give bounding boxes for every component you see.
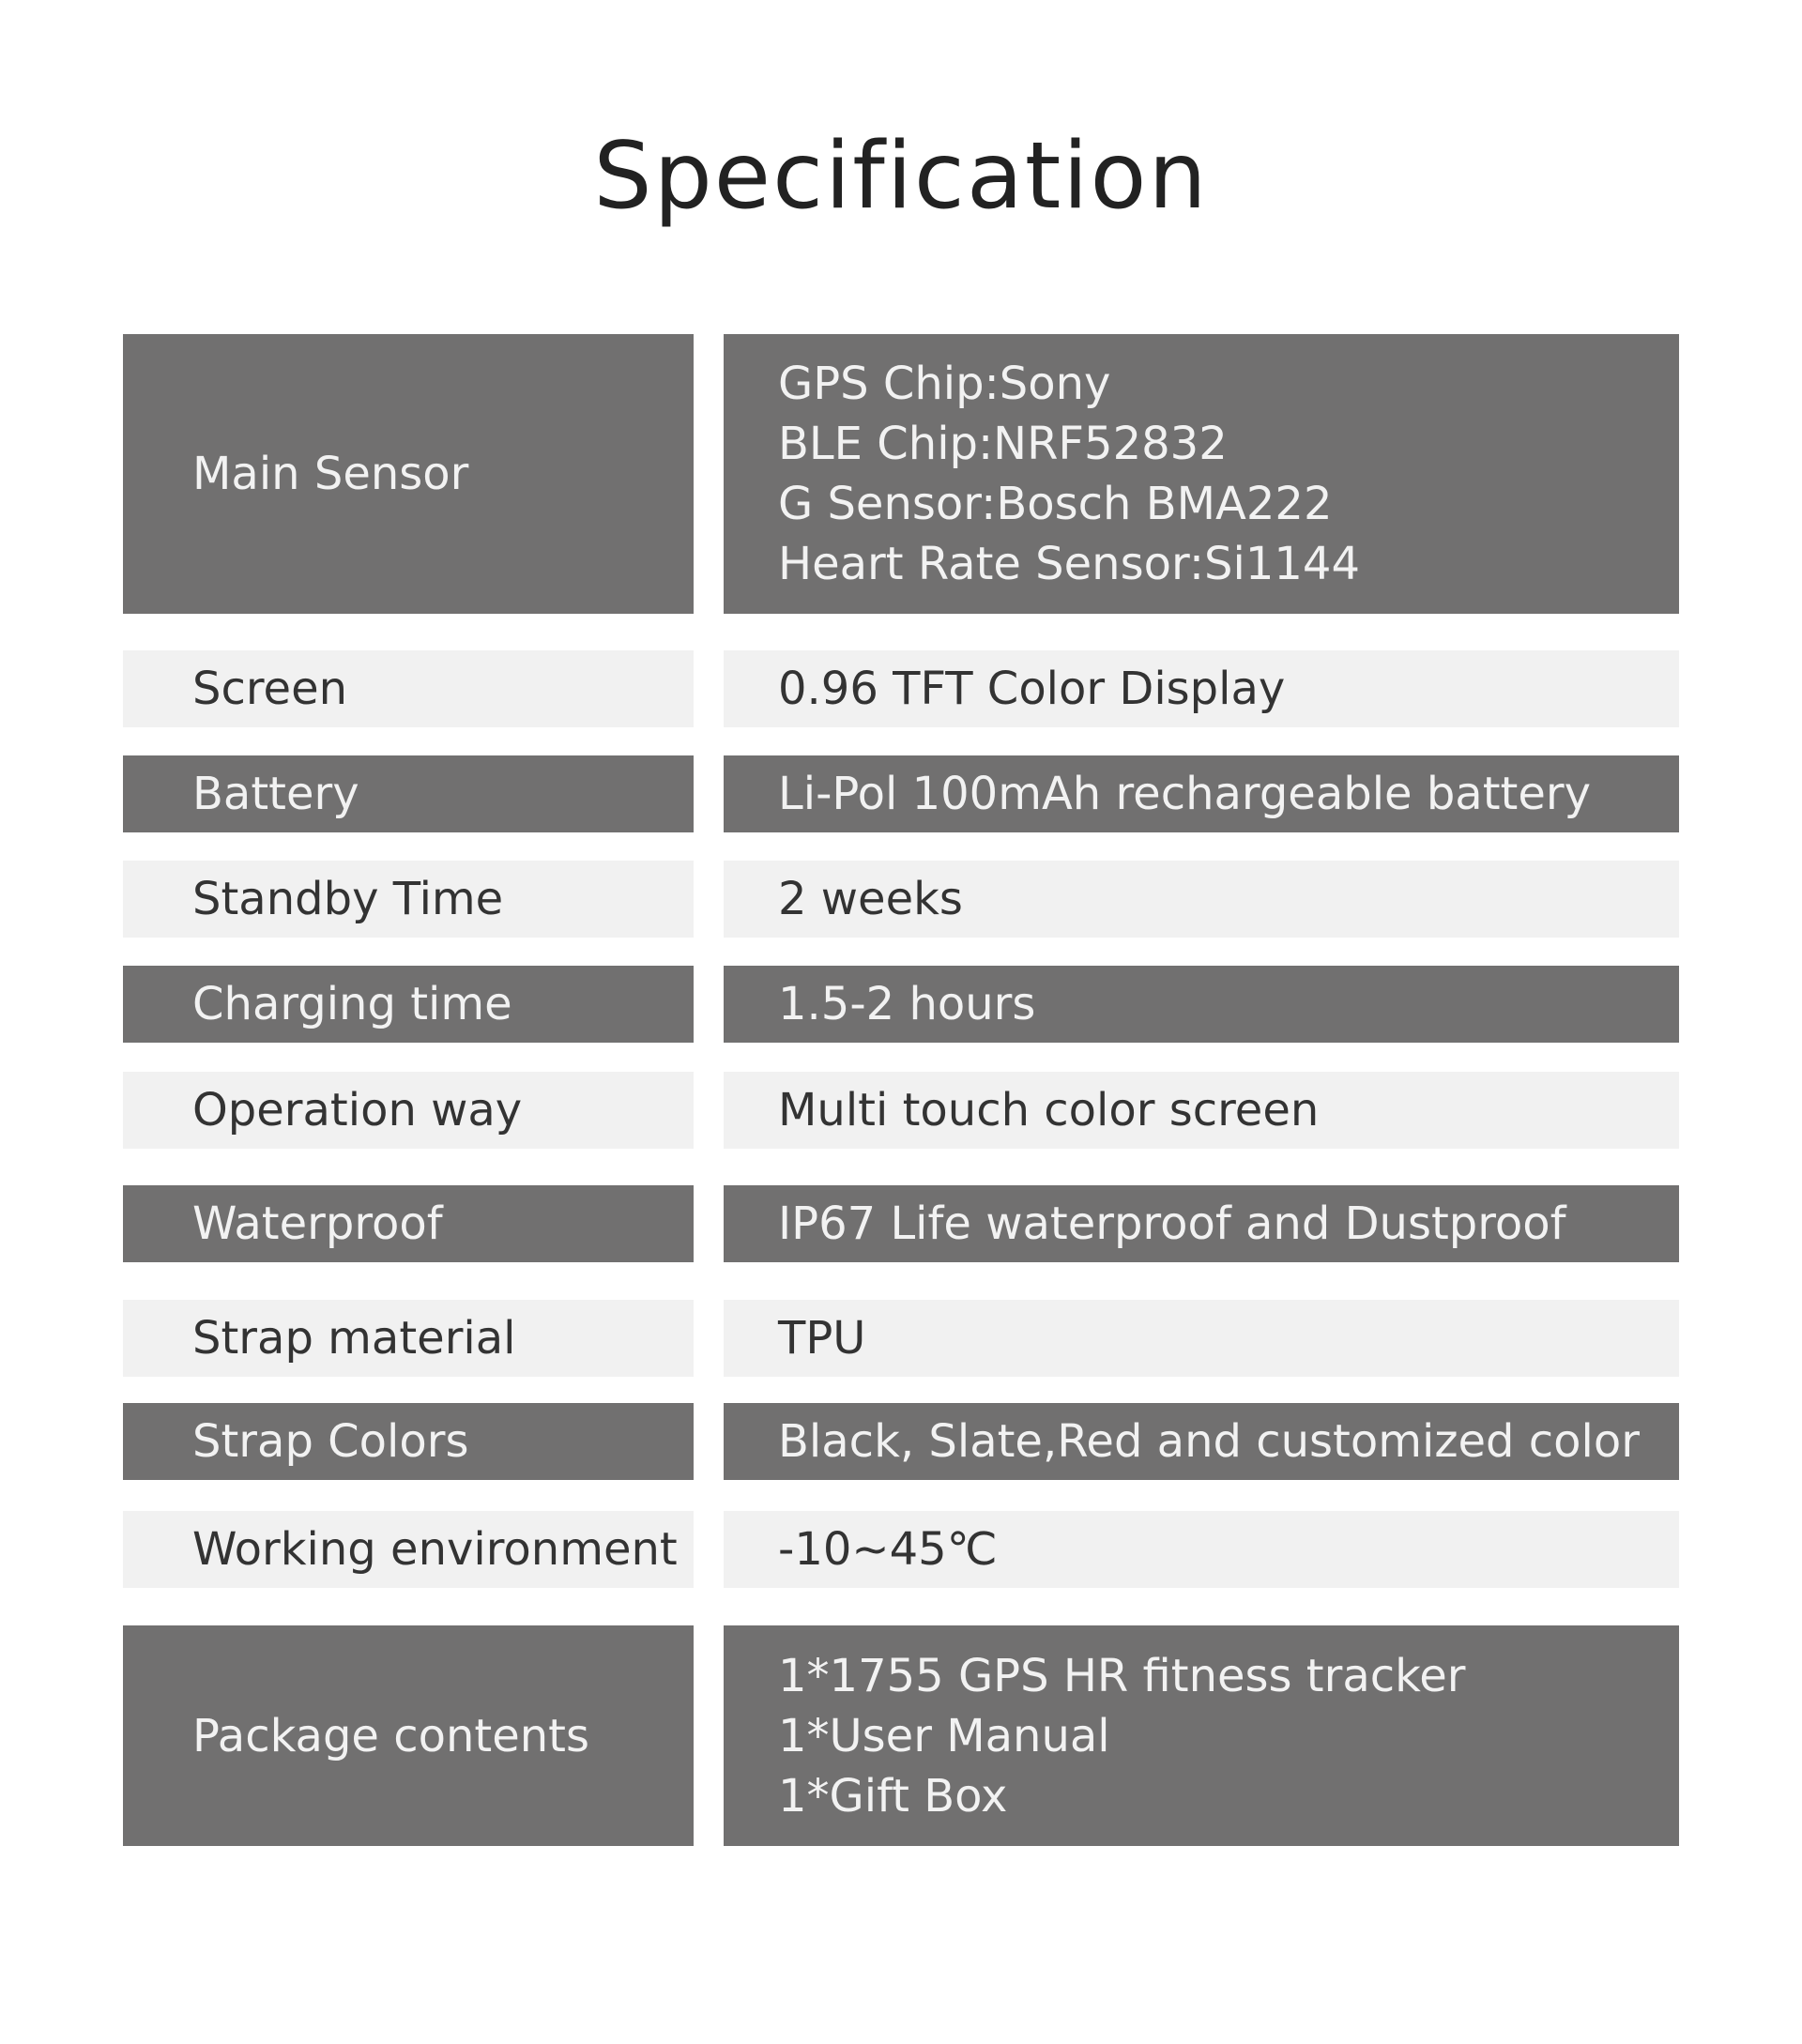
spec-value: Multi touch color screen [724, 1072, 1679, 1149]
spec-label: Battery [123, 755, 694, 832]
spec-label: Waterproof [123, 1185, 694, 1262]
spec-label: Strap Colors [123, 1403, 694, 1480]
spec-label: Operation way [123, 1072, 694, 1149]
table-row [123, 334, 1679, 614]
spec-value: IP67 Life waterproof and Dustproof [724, 1185, 1679, 1262]
spec-label: Standby Time [123, 861, 694, 938]
spec-value: Li-Pol 100mAh rechargeable battery [724, 755, 1679, 832]
table-row [123, 1300, 1679, 1377]
spec-value: -10~45℃ [724, 1511, 1679, 1588]
spec-label: Working environment [123, 1511, 694, 1588]
spec-value: 2 weeks [724, 861, 1679, 938]
spec-value: TPU [724, 1300, 1679, 1377]
table-row [123, 650, 1679, 727]
spec-label: Screen [123, 650, 694, 727]
table-row [123, 1072, 1679, 1149]
table-row [123, 1403, 1679, 1480]
table-row [123, 966, 1679, 1043]
spec-value: GPS Chip:Sony BLE Chip:NRF52832 G Sensor:Bosch BMA222 Heart Rate Sensor:Si1144 [724, 334, 1679, 614]
spec-value: 1*1755 GPS HR fitness tracker 1*User Manual 1*Gift Box [724, 1625, 1679, 1846]
spec-value: 0.96 TFT Color Display [724, 650, 1679, 727]
spec-label: Package contents [123, 1625, 694, 1846]
table-row [123, 755, 1679, 832]
spec-label: Main Sensor [123, 334, 694, 614]
table-row [123, 1625, 1679, 1846]
spec-label: Strap material [123, 1300, 694, 1377]
table-row [123, 1185, 1679, 1262]
table-row [123, 1511, 1679, 1588]
spec-value: 1.5-2 hours [724, 966, 1679, 1043]
page-title: Specification [593, 123, 1209, 230]
spec-label: Charging time [123, 966, 694, 1043]
spec-value: Black, Slate,Red and customized color [724, 1403, 1679, 1480]
table-row [123, 861, 1679, 938]
